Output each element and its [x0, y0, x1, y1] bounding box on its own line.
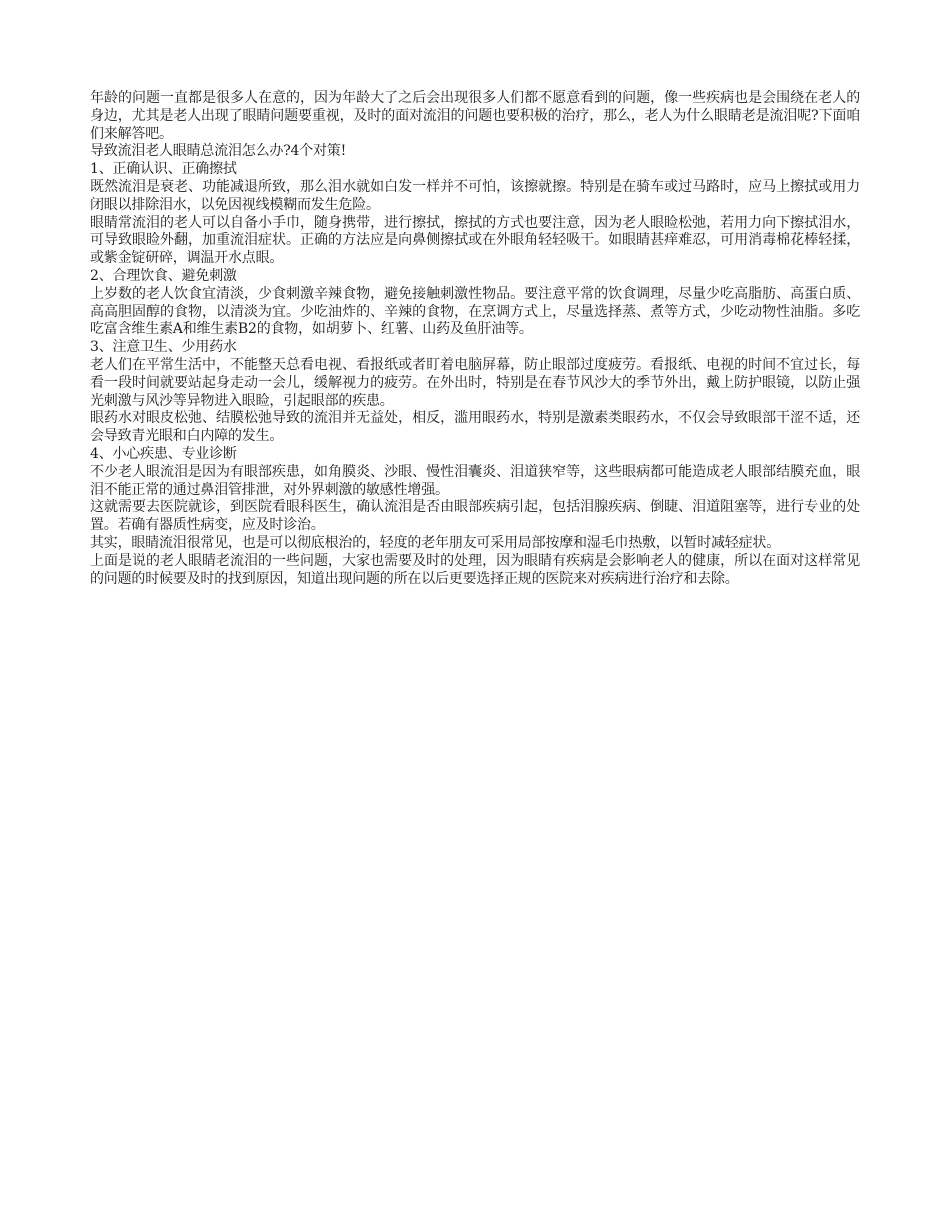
conclusion-paragraph: 上面是说的老人眼睛老流泪的一些问题，大家也需要及时的处理，因为眼睛有疾病是会影响老人的健康，所以在面对这样常见的问题的时候要及时的找到原因，知道出现问题的所在以后更要选择正规的医院来对疾病进行治疗和去除。: [90, 552, 860, 587]
body-paragraph: 老人们在平常生活中，不能整天总看电视、看报纸或者盯着电脑屏幕，防止眼部过度疲劳。看报纸、电视的时间不宜过长，每看一段时间就要站起身走动一会儿，缓解视力的疲劳。在外出时，特别是在春节风沙大的季节外出，戴上防护眼镜，以防止强光刺激与风沙等异物进入眼睑，引起眼部的疾患。: [90, 356, 860, 409]
body-paragraph: 眼药水对眼皮松弛、结膜松弛导致的流泪并无益处，相反，滥用眼药水，特别是激素类眼药水，不仅会导致眼部干涩不适，还会导致青光眼和白内障的发生。: [90, 410, 860, 445]
section-heading-4: 4、小心疾患、专业诊断: [90, 445, 237, 462]
body-paragraph: 其实，眼睛流泪很常见，也是可以彻底根治的，轻度的老年朋友可采用局部按摩和湿毛巾热敷，以暂时减轻症状。: [90, 534, 780, 551]
body-paragraph: 上岁数的老人饮食宜清淡，少食刺激辛辣食物，避免接触刺激性物品。要注意平常的饮食调理，尽量少吃高脂肪、高蛋白质、高高胆固醇的食物，以清淡为宜。少吃油炸的、辛辣的食物，在烹调方式上，尽量选择蒸、煮等方式，少吃动物性油脂。多吃吃富含维生素A和维生素B2的食物，如胡萝卜、红薯、山药及鱼肝油等。: [90, 285, 860, 338]
body-paragraph: 这就需要去医院就诊，到医院看眼科医生，确认流泪是否由眼部疾病引起，包括泪腺疾病、倒睫、泪道阻塞等，进行专业的处置。若确有器质性病变，应及时诊治。: [90, 499, 860, 534]
section-heading-3: 3、注意卫生、少用药水: [90, 339, 237, 356]
document-body: [90, 90, 860, 588]
section-heading-2: 2、合理饮食、避免刺激: [90, 267, 237, 284]
body-paragraph: 眼睛常流泪的老人可以自备小手巾，随身携带，进行擦拭，擦拭的方式也要注意，因为老人眼睑松弛，若用力向下擦拭泪水，可导致眼睑外翻，加重流泪症状。正确的方法应是向鼻侧擦拭或在外眼角轻轻吸干。如眼睛甚痒难忍，可用消毒棉花棒轻揉，或紫金锭研碎，调温开水点眼。: [90, 214, 860, 267]
body-paragraph: 不少老人眼流泪是因为有眼部疾患，如角膜炎、沙眼、慢性泪囊炎、泪道狭窄等，这些眼病都可能造成老人眼部结膜充血，眼泪不能正常的通过鼻泪管排泄，对外界刺激的敏感性增强。: [90, 463, 860, 498]
body-paragraph: 既然流泪是衰老、功能减退所致，那么泪水就如白发一样并不可怕，该擦就擦。特别是在骑车或过马路时，应马上擦拭或用力闭眼以排除泪水，以免因视线模糊而发生危险。: [90, 178, 860, 213]
intro-paragraph: 年龄的问题一直都是很多人在意的，因为年龄大了之后会出现很多人们都不愿意看到的问题，像一些疾病也是会围绕在老人的身边，尤其是老人出现了眼睛问题要重视，及时的面对流泪的问题也要积极的治疗，那么，老人为什么眼睛老是流泪呢?下面咱们来解答吧。: [90, 90, 860, 142]
section-heading-1: 1、正确认识、正确擦拭: [90, 161, 237, 178]
lead-heading: 导致流泪老人眼睛总流泪怎么办?4个对策!: [90, 143, 347, 160]
